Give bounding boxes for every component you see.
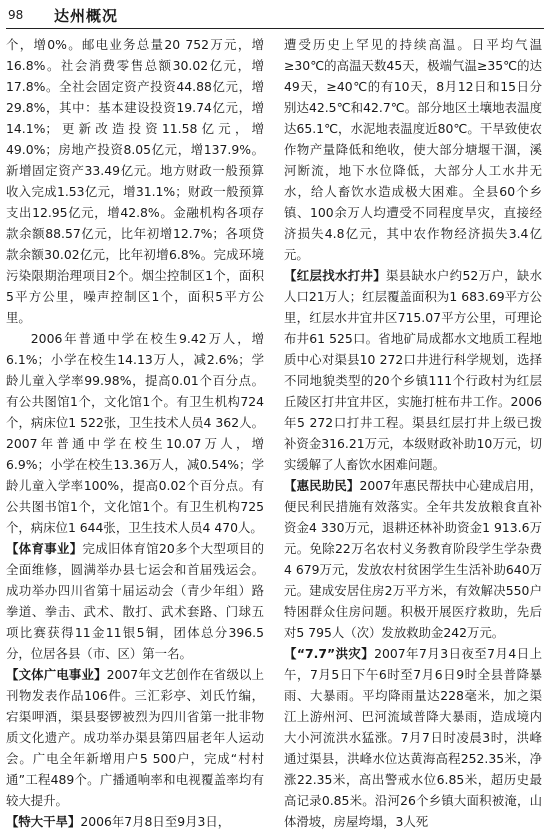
paragraph-text: 个，增0%。邮电业务总量20 752万元，增16.8%。社会消费零售总额30.02亿元，增17.8%。全社会固定资产投资44.88亿元，增29.8%，其中：基本建设投资19.74亿元，增14.1%；更新改造投资11.58亿元，增49.0%；房地产投资8.05亿元，增137.9%。新增固定资产33.49亿元。地方财政一般预算收入完成1.53亿元，增31.1%；财政一般预算支出12.95亿元，增42.8%。金融机构各项存款余额88.57亿元，比年初增12.7%；各项贷款余额30.02亿元，比年初增6.8%。完成环境污染限期治理项目2个。烟尘控制区1个，面积5平方公里，噪声控制区1个，面积5平方公里。 bbox=[6, 37, 264, 325]
page-header bbox=[6, 2, 544, 29]
section-paragraph bbox=[284, 265, 542, 475]
paragraph bbox=[6, 328, 264, 538]
paragraph-text: 2007年惠民帮扶中心建成启用，便民利民措施有效落实。全年共发放粮食直补资金4 330万元，退耕还林补助资金1 913.6万元。免除22万名农村义务教育阶段学生学杂费4 679万元，发放农村贫困学生生活补助640万元。建成安居住房2万平方米，有效解决550户特困群众住房问题。积极开展医疗救助，先后对5 795人（次）发放救助金242万元。 bbox=[284, 478, 542, 640]
paragraph bbox=[284, 34, 542, 265]
section-heading: 【惠民助民】 bbox=[284, 478, 360, 493]
section-heading: 【“7.7”洪灾】 bbox=[284, 646, 375, 661]
paragraph bbox=[6, 34, 264, 328]
left-column bbox=[6, 34, 264, 832]
running-title: 达州概况 bbox=[54, 7, 119, 25]
section-heading: 【体育事业】 bbox=[6, 541, 83, 556]
paragraph-text: 渠县缺水户约52万户，缺水人口21万人；红层覆盖面积为1 683.69平方公里，红层水井宜井区715.07平方公里，可理论布井61 525口。省地矿局成都水文地质工程地质中心对渠县10 272口井进行科学规划，选择不同地貌类型的20个乡镇111个行政村为红层丘陵区打井宜井区，实施打桩布井工作。2006年5 272口打井工程。渠县红层打井上级已拨补资金316.21万元，本级财政补助10万元，切实缓解了人畜饮水困难问题。 bbox=[284, 268, 542, 472]
paragraph-text: 完成旧体育馆20多个大型项目的全面维修，圆满举办县七运会和首届残运会。成功举办四川省第十届运动会（青少年组）路拳道、拳击、武术、散打、武术套路、门球五项比赛获得11金11银5铜，团体总分396.5分，位居各县（市、区）第一名。 bbox=[6, 541, 264, 661]
paragraph-text: 2007年7月3日夜至7月4日上午，7月5日下午6时至7月6日9时全县普降暴雨、大暴雨。平均降雨量达228毫米，加之渠江上游州河、巴河流域普降大暴雨，造成境内大小河流洪水猛涨。7月7日时凌晨3时，洪峰通过渠县，洪峰水位达黄海高程252.35米，净涨22.35米，高出警戒水位6.85米，超历史最高记录0.85米。沿河26个乡镇大面积被淹，山体滑坡，房屋垮塌，3人死 bbox=[284, 646, 542, 829]
section-paragraph bbox=[6, 538, 264, 664]
section-paragraph bbox=[284, 475, 542, 643]
section-heading: 【文体广电事业】 bbox=[6, 667, 107, 682]
paragraph-text: 2007年文艺创作在省级以上刊物发表作品106件。三汇彩亭、刘氏竹编，宕渠呷酒，渠县娶锣被烈为四川省第一批非物质文化遗产。成功举办渠县第四届老年人运动会。广电全年新增用户5 500户，完成“村村通”工程489个。广播通响率和电视覆盖率均有较大提升。 bbox=[6, 667, 264, 808]
section-paragraph bbox=[284, 643, 542, 832]
section-heading: 【特大干旱】 bbox=[6, 814, 81, 829]
paragraph-text: 2006年7月8日至9月3日， bbox=[80, 814, 231, 829]
right-column bbox=[284, 34, 542, 832]
paragraph-text: 遭受历史上罕见的持续高温。日平均气温≥30℃的高温天数45天，极端气温≥35℃的达49天，≥40℃的有10天，8月12日和15日分别达42.5℃和42.7℃。部分地区土壤地表温度达65.1℃，水泥地表温度近80℃。干旱致使农作物产量降低和绝收，使大部分塘堰干涸，溪河断流，地下水位降低，大部分人工水井无水，给人畜饮水造成极大困难。全县60个乡镇、100余万人均遭受不同程度旱灾，直接经济损失4.8亿元，其中农作物经济损失3.4亿元。 bbox=[284, 37, 542, 262]
section-heading: 【红层找水打井】 bbox=[284, 268, 386, 283]
section-paragraph bbox=[6, 664, 264, 811]
section-paragraph bbox=[6, 811, 264, 832]
page-number: 98 bbox=[8, 8, 24, 22]
paragraph-text: 2006年普通中学在校生9.42万人，增6.1%；小学在校生14.13万人，减2.6%；学龄儿童入学率99.98%，提高0.01个百分点。有公共图馆1个，文化馆1个。有卫生机构724个，病床位1 522张，卫生技术人员4 362人。2007年普通中学在校生10.07万人，增6.9%；小学在校生13.36万人，减0.54%；学龄儿童入学率100%，提高0.02个百分点。有公共图书馆1个，文化馆1个。有卫生机构725个，病床位1 644张，卫生技术人员4 470人。 bbox=[6, 331, 264, 535]
